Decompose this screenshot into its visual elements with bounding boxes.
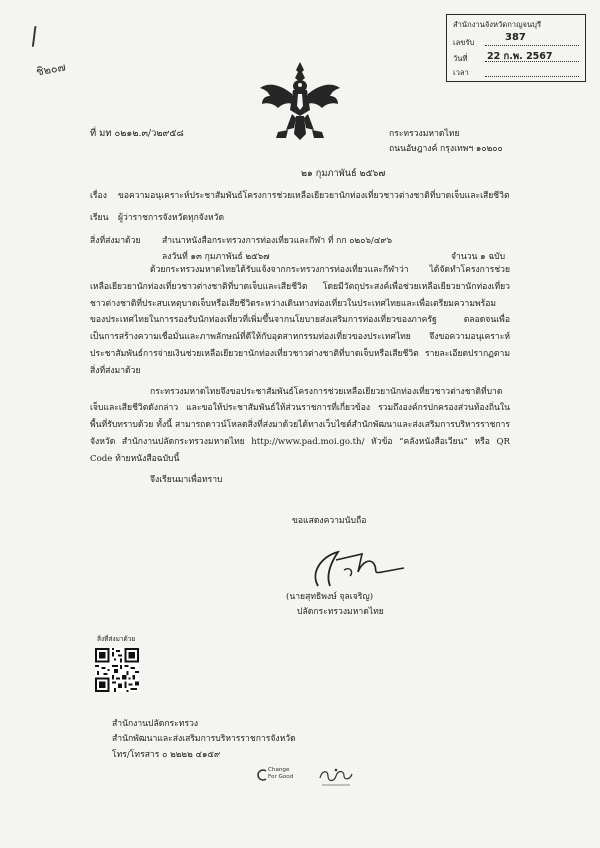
attachment-line-1: สำเนาหนังสือกระทรวงการท่องเที่ยวและกีฬา ที่ กก ๐๒๐๖/๔๙๖ xyxy=(162,236,393,246)
change-line-2: For Good xyxy=(268,774,294,780)
body-paragraph-1: ด้วยกระทรวงมหาดไทยได้รับแจ้งจากกระทรวงการท่องเที่ยวและกีฬาว่า ได้จัดทำโครงการช่วยเหลือเยียวยานักท่องเที่ยวชาวต่างชาติที่บาดเจ็บและเสียชีวิต โดยมีวัตถุประสงค์เพื่อช่วยเหลือเยียวยานักท่องเที่ยวชาวต่างชาติที่ประสบเหตุบาดเจ็บหรือเสียชีวิตระหว่างเดินทางท่องเที่ยวในประเทศไทยและเพื่อเตรียมความพร้อมของประเทศไทยในการรองรับนักท่องเที่ยวที่เพิ่มขึ้นจากนโยบายส่งเสริมการท่องเที่ยวของภาครัฐ ตลอดจนเพื่อเป็นการสร้างความเชื่อมั่นและภาพลักษณ์ที่ดีให้กับอุตสาหกรรมท่องเที่ยวของประเทศไทย จึงขอความอนุเคราะห์ประชาสัมพันธ์การจ่ายเงินช่วยเหลือเยียวยานักท่องเที่ยวชาวต่างชาติที่บาดเจ็บหรือเสียชีวิต รายละเอียดปรากฏตามสิ่งที่ส่งมาด้วย xyxy=(90,265,510,376)
subject-label: เรื่อง xyxy=(90,191,107,201)
thai-script-logo-icon xyxy=(316,764,356,790)
handwritten-mark: / xyxy=(27,21,41,51)
stamp-office: สำนักงานจังหวัดกาญจนบุรี xyxy=(453,20,542,29)
recipient-label: เรียน xyxy=(90,213,109,223)
signature-icon xyxy=(300,542,410,590)
change-for-good-logo xyxy=(256,766,306,788)
attachment-line-2: ลงวันที่ ๑๓ กุมภาพันธ์ ๒๕๖๗ xyxy=(162,252,270,262)
letter-body xyxy=(90,262,510,488)
stamp-receive-label: เลขรับ xyxy=(453,38,475,47)
qr-caption: สิ่งที่ส่งมาด้วย xyxy=(97,635,136,643)
attachment-count: จำนวน ๑ ฉบับ xyxy=(451,252,506,262)
ministry-name: กระทรวงมหาดไทย xyxy=(389,129,460,139)
department-bureau: สำนักพัฒนาและส่งเสริมการบริหารราชการจังหวัด xyxy=(112,734,296,744)
attachment-label: สิ่งที่ส่งมาด้วย xyxy=(90,236,141,246)
department-phone: โทร/โทรสาร ๐ ๒๒๒๒ ๔๑๕๙ xyxy=(112,750,221,760)
body-paragraph-2: กระทรวงมหาดไทยจึงขอประชาสัมพันธ์โครงการช่วยเหลือเยียวยานักท่องเที่ยวชาวต่างชาติที่บาดเจ็บและเสียชีวิตดังกล่าว และขอให้ประชาสัมพันธ์ให้ส่วนราชการที่เกี่ยวข้อง รวมถึงองค์กรปกครองส่วนท้องถิ่นในพื้นที่รับทราบด้วย ทั้งนี้ สามารถดาวน์โหลดสิ่งที่ส่งมาด้วยได้ทางเว็บไซต์สำนักพัฒนาและส่งเสริมการบริหารราชการจังหวัด สำนักงานปลัดกระทรวงมหาดไทย http://www.pad.moi.go.th/ หัวข้อ “คลังหนังสือเวียน” หรือ QR Code ท้ายหนังสือฉบับนี้ xyxy=(90,386,510,464)
garuda-emblem-icon xyxy=(258,58,342,144)
handwritten-note: ชิ๒๐๗ xyxy=(35,60,67,79)
qr-code-icon xyxy=(95,648,139,692)
department-office: สำนักงานปลัดกระทรวง xyxy=(112,719,199,729)
stamp-date-label: วันที่ xyxy=(453,54,468,63)
signer-name: (นายสุทธิพงษ์ จุลเจริญ) xyxy=(286,592,374,602)
body-paragraph-3: จึงเรียนมาเพื่อทราบ xyxy=(150,474,223,485)
subject-text: ขอความอนุเคราะห์ประชาสัมพันธ์โครงการช่วยเหลือเยียวยานักท่องเที่ยวชาวต่างชาติที่บาดเจ็บและเสียชีวิต xyxy=(118,191,510,201)
closing-phrase: ขอแสดงความนับถือ xyxy=(292,516,367,526)
ministry-address: ถนนอัษฎางค์ กรุงเทพฯ ๑๐๒๐๐ xyxy=(389,144,503,154)
document-number: ที่ มท ๐๒๑๒.๓/ว๒๙๕๘ xyxy=(90,128,184,139)
stamp-time-label: เวลา xyxy=(453,68,469,77)
change-line-1: Change xyxy=(268,767,290,773)
change-logo-mark-icon xyxy=(256,768,268,782)
receive-stamp xyxy=(446,14,586,82)
stamp-receive-number: 387 xyxy=(505,32,526,43)
letter-date: ๒๑ กุมภาพันธ์ ๒๕๖๗ xyxy=(301,168,386,179)
recipient-text: ผู้ว่าราชการจังหวัดทุกจังหวัด xyxy=(118,213,225,223)
stamp-date-value: 22 ก.พ. 2567 xyxy=(487,51,553,62)
signer-title: ปลัดกระทรวงมหาดไทย xyxy=(297,607,384,617)
